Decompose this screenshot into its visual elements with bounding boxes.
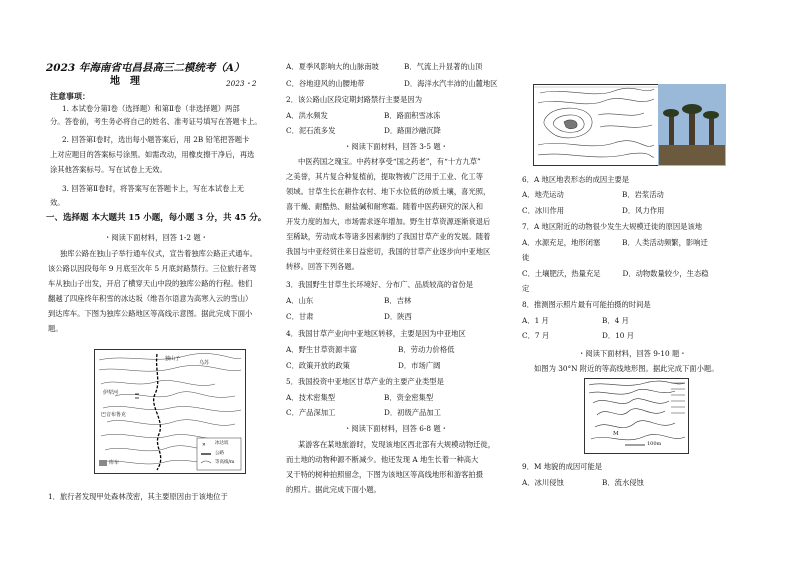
read-prompt: ・阅读下面材料，回答 1-2 题・ (104, 233, 208, 242)
q8-option-b: B．4 月 (602, 316, 629, 325)
q4-option-d: D．市场广阔 (398, 361, 441, 370)
q7-option-line: A．水源充足，地形闭塞 B．人类活动频繁，影响迁 (522, 238, 708, 247)
map-label-bayinbuluke: 巴音布鲁克 (101, 412, 127, 418)
passage-line: 我国与中亚经贸往来日益密切，我国的甘草产业逐步向中亚地区 (286, 247, 491, 256)
notice-line: 效。 (50, 198, 65, 207)
q3-option-d: D．陕西 (384, 312, 412, 321)
map-label-wusu: 乌苏 (199, 360, 210, 366)
passage-line: 车从独山子出发，开启了横穿天山中段的独库公路的行程。他们 (48, 279, 253, 288)
legend-ice-pass: 冰达坂 (215, 441, 229, 446)
passage-line: 中医药国之瑰宝。中药材享受“国之药老”，有“十方九草” (298, 157, 481, 166)
q8-option-a: A．1 月 (522, 316, 549, 325)
q2-option-d: D．路面沙融沉降 (384, 126, 441, 135)
notice-line: 2. 回答第Ⅰ卷时，选出每小题答案后，用 2B 铅笔把答题卡 (62, 135, 250, 144)
question-7: 7．A 地区附近的动物很少发生大规模迁徙的原因是该地 (522, 222, 703, 231)
notice-line: 1. 本试卷分第Ⅰ卷（选择题）和第Ⅱ卷（非选择题）两部 (62, 104, 240, 113)
passage-line: 如图为 30°N 附近的等高线地形图。据此完成下面小题。 (534, 364, 719, 373)
read-prompt: ・阅读下面材料，回答 9-10 题・ (578, 349, 687, 358)
question-5: 5．我国投资中亚地区甘草产业的主要产业类型是 (286, 377, 444, 386)
question-6: 6．A 地区地表形态的成因主要是 (522, 175, 630, 184)
notice-line: 涂其他答案标号。写在试卷上无效。 (50, 165, 167, 174)
passage-line: 至稀缺，劳动成本等诸多因素制约了我国甘草产业的发展。随着 (286, 232, 491, 241)
passage-line: 该公路以因段每年 9 月底至次年 5 月底封路禁行。三位旅行者驾 (48, 264, 257, 273)
question-2: 2．该公路山区段定期封路禁行主要是因为 (286, 95, 422, 104)
notice-heading: 注意事项： (50, 91, 90, 101)
passage-line: 领域。甘草生长在耕作农村、地下水位低的砂质土壤，喜光照， (286, 187, 491, 196)
passage-line: 而土地的动物种源不断减少。他还发现 A 地生长着一种高大 (286, 455, 479, 464)
notice-line: 分。答卷前，考生务必将自己的姓名、准考证号填写在答题卡上。 (50, 117, 262, 126)
passage-line: 喜干燥、耐酷热、耐盐碱和耐寒霜。随着中医药研究的深入和 (286, 202, 484, 211)
q5-option-b: B．资金密集型 (384, 393, 434, 402)
q3-option-c: C．甘肃 (286, 312, 314, 321)
q3-option-a: A．山东 (286, 296, 314, 305)
read-prompt: ・阅读下面材料，回答 6-8 题・ (344, 424, 448, 433)
q8-option-d: D．10 月 (602, 331, 635, 340)
question-1: 1．旅行者发现甲处森林茂密，其主要原因由于该地位于 (48, 492, 228, 501)
q1-option-b: B．气流上升显著的山顶 (404, 62, 483, 71)
q6-option-d: D．风力作用 (622, 206, 665, 215)
q4-option-c: C．政策开放的政策 (286, 361, 350, 370)
svg-text:✕: ✕ (202, 443, 206, 448)
map-label-m: M (613, 431, 619, 437)
contour-map-point-a (533, 84, 659, 166)
q2-option-a: A．洪水频发 (286, 111, 328, 120)
q2-option-c: C．泥石流多发 (286, 126, 336, 135)
q9-option-b: B．流水侵蚀 (602, 478, 644, 487)
legend-contour: 等高线/m (215, 460, 235, 465)
passage-line: 到达库车。下图为独库公路地区等高线示意图。据此完成下面小 (48, 309, 253, 318)
passage-line: 独库公路在独山子举行通车仪式，宣告着独库公路正式通车。 (60, 249, 258, 258)
passage-line: 的照片。据此完成下面小题。 (286, 485, 381, 494)
q8-option-c: C．7 月 (522, 331, 550, 340)
exam-date: 2023・2 (226, 79, 257, 88)
map-label-scale: 100m (647, 441, 662, 447)
q7-option-line: C．土壤肥沃，热量充足 D．动物数量较少，生态稳 (522, 269, 709, 278)
passage-line: 题。 (48, 324, 63, 333)
notice-line: 上对应题目的答案标号涂黑。如需改动，用橡皮擦干净后，再选 (50, 150, 255, 159)
q4-option-b: B．劳动力价格低 (398, 345, 455, 354)
passage-line: 开发力度的加大，市场需求逐年增加。野生甘草资源逐渐衰退后 (286, 217, 491, 226)
question-8: 8．推测图示照片最有可能拍摄的时间是 (522, 300, 651, 309)
passage-line: 某游客在某地旅游时，发现该地区西北部有大规模动物迁徙， (298, 440, 496, 449)
question-9: 9．M 地貌的成因可能是 (522, 462, 603, 471)
q6-option-b: B．岩浆活动 (622, 190, 664, 199)
q7-option-line: 定 (522, 284, 530, 293)
map-a-drawing (534, 85, 658, 165)
baobab-photo (658, 84, 726, 166)
passage-line: 之美誉，其片复合种复植前，提取物被广泛用于工业、化工等 (286, 172, 484, 181)
exam-subject: 地 理 (110, 76, 140, 87)
q1-option-d: D．海洋水汽丰沛的山麓地区 (404, 79, 498, 88)
q6-option-a: A．地壳运动 (522, 190, 564, 199)
q1-option-a: A．夏季风影响大的山脉南坡 (286, 62, 379, 71)
q6-option-c: C．冰川作用 (522, 206, 565, 215)
photo-drawing (659, 85, 725, 165)
q9-option-a: A．冰川侵蚀 (522, 478, 564, 487)
question-3: 3．我国野生甘草生长环境好、分布广、品质较高的省份是 (286, 280, 474, 289)
q7-option-line: 徙 (522, 253, 530, 262)
contour-map-m (584, 378, 689, 454)
question-4: 4．我国甘草产业向中亚地区转移，主要是因为中亚地区 (286, 329, 466, 338)
q5-option-a: A．技术密集型 (286, 393, 336, 402)
q5-option-d: D．初级产品加工 (384, 408, 441, 417)
q5-option-c: C．产品深加工 (286, 408, 336, 417)
q3-option-b: B．吉林 (384, 296, 412, 305)
exam-title: 2023 年海南省屯昌县高三二模统考（A） (46, 62, 245, 74)
map-label-ili: 伊犁河 (103, 390, 119, 396)
read-prompt: ・阅读下面材料，回答 3-5 题・ (344, 142, 448, 151)
passage-line: 叉干特的树种拍照留念，下图为该地区等高线地形和游客拍摄 (286, 470, 484, 479)
q2-option-b: B．路面积雪冰冻 (384, 111, 441, 120)
contour-map-duku (94, 349, 246, 474)
section-title: 一、选择题 本大题共 15 小题，每小题 3 分，共 45 分。 (46, 213, 267, 223)
passage-line: 转移。回答下列各题。 (286, 262, 359, 271)
q4-option-a: A．野生甘草资源丰富 (286, 345, 357, 354)
notice-line: 3. 回答第Ⅱ卷时，将答案写在答题卡上，写在本试卷上无 (62, 184, 245, 193)
map-label-dushanzi: 独山子 (165, 356, 181, 362)
map-label-kuche: 库车 (109, 460, 120, 466)
legend-road: 公路 (215, 451, 224, 456)
q1-option-c: C．谷地迎风的山腰地带 (286, 79, 365, 88)
passage-line: 翻越了四座终年积雪的冰达坂（维吾尔语意为高寒入云的雪山） (48, 294, 253, 303)
map-m-drawing (585, 379, 688, 453)
